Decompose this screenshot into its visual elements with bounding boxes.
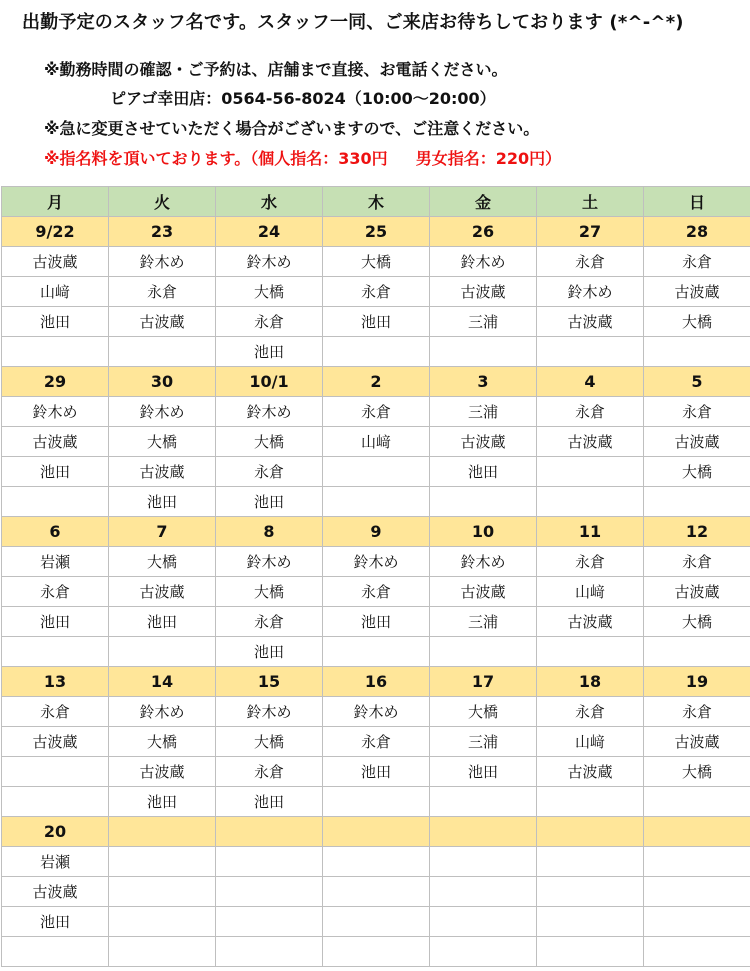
staff-cell [537,787,644,817]
staff-row [2,397,750,427]
staff-cell: 池田 [109,787,216,817]
staff-cell: 池田 [109,607,216,637]
date-cell: 11 [537,517,644,547]
date-cell: 14 [109,667,216,697]
staff-cell: 三浦 [430,397,537,427]
staff-cell [430,907,537,937]
weekday-cell: 日 [644,187,750,217]
staff-cell: 大橋 [644,607,750,637]
date-cell: 5 [644,367,750,397]
staff-row [2,337,750,367]
date-cell: 4 [537,367,644,397]
nomination-fee-individual: ※指名料を頂いております。（個人指名：330円 [44,149,388,168]
staff-cell: 大橋 [109,547,216,577]
weekday-cell: 月 [2,187,109,217]
staff-cell: 古波蔵 [430,427,537,457]
staff-cell [644,637,750,667]
staff-cell: 池田 [430,757,537,787]
staff-cell: 鈴木め [216,697,323,727]
staff-row [2,307,750,337]
staff-cell [537,847,644,877]
staff-cell [109,907,216,937]
staff-cell: 永倉 [323,277,430,307]
staff-cell: 大橋 [109,427,216,457]
date-cell: 7 [109,517,216,547]
staff-cell: 永倉 [537,547,644,577]
staff-cell [537,457,644,487]
staff-cell: 古波蔵 [109,307,216,337]
staff-cell [323,937,430,967]
staff-cell [323,637,430,667]
staff-cell: 古波蔵 [109,457,216,487]
staff-cell [430,637,537,667]
staff-cell: 古波蔵 [537,607,644,637]
staff-cell [2,337,109,367]
staff-cell: 大橋 [644,457,750,487]
staff-row [2,847,750,877]
staff-row [2,757,750,787]
date-cell: 15 [216,667,323,697]
staff-cell: 池田 [2,457,109,487]
date-cell: 29 [2,367,109,397]
staff-cell [323,907,430,937]
staff-cell: 古波蔵 [537,427,644,457]
staff-cell: 永倉 [644,397,750,427]
date-cell: 26 [430,217,537,247]
staff-row [2,277,750,307]
staff-cell: 鈴木め [430,247,537,277]
nomination-fee-note [44,146,561,169]
staff-cell: 永倉 [323,577,430,607]
staff-row [2,907,750,937]
date-cell: 18 [537,667,644,697]
staff-cell: 鈴木め [537,277,644,307]
staff-cell: 古波蔵 [537,757,644,787]
staff-cell: 永倉 [109,277,216,307]
staff-cell: 池田 [216,337,323,367]
staff-row [2,607,750,637]
staff-cell: 大橋 [323,247,430,277]
staff-cell [644,787,750,817]
weekday-cell: 金 [430,187,537,217]
staff-cell [430,787,537,817]
date-cell: 19 [644,667,750,697]
date-cell: 28 [644,217,750,247]
staff-row [2,637,750,667]
date-cell: 12 [644,517,750,547]
staff-cell: 永倉 [216,457,323,487]
staff-cell [537,637,644,667]
staff-cell: 池田 [216,487,323,517]
date-cell [216,817,323,847]
staff-cell: 鈴木め [109,397,216,427]
date-cell: 16 [323,667,430,697]
staff-cell [644,847,750,877]
staff-cell [323,487,430,517]
staff-cell: 古波蔵 [109,757,216,787]
staff-cell [537,937,644,967]
staff-cell: 岩瀬 [2,847,109,877]
weekday-cell: 水 [216,187,323,217]
staff-cell [109,877,216,907]
staff-cell: 古波蔵 [430,577,537,607]
date-cell: 9/22 [2,217,109,247]
staff-cell [2,487,109,517]
staff-cell: 鈴木め [109,247,216,277]
staff-cell: 永倉 [644,697,750,727]
date-cell: 23 [109,217,216,247]
staff-cell: 古波蔵 [2,427,109,457]
weekday-header-row [2,187,750,217]
staff-cell [644,877,750,907]
staff-cell: 永倉 [2,577,109,607]
weekday-cell: 木 [323,187,430,217]
staff-cell: 大橋 [216,427,323,457]
date-cell [430,817,537,847]
staff-cell [109,937,216,967]
staff-cell: 池田 [323,307,430,337]
date-cell: 30 [109,367,216,397]
staff-cell [216,847,323,877]
date-cell [537,817,644,847]
staff-cell [2,757,109,787]
date-cell: 2 [323,367,430,397]
staff-cell: 池田 [323,757,430,787]
date-row [2,817,750,847]
staff-cell: 永倉 [537,697,644,727]
staff-cell: 古波蔵 [644,577,750,607]
staff-row [2,937,750,967]
staff-cell: 永倉 [644,547,750,577]
staff-row [2,787,750,817]
date-cell [644,817,750,847]
staff-cell: 池田 [216,787,323,817]
staff-cell: 鈴木め [216,397,323,427]
staff-cell: 三浦 [430,727,537,757]
staff-cell: 山﨑 [537,577,644,607]
staff-cell [430,487,537,517]
staff-cell: 永倉 [323,727,430,757]
staff-cell [644,487,750,517]
staff-cell: 岩瀬 [2,547,109,577]
staff-cell: 池田 [2,907,109,937]
staff-row [2,457,750,487]
staff-cell: 池田 [2,607,109,637]
staff-cell: 鈴木め [2,397,109,427]
staff-cell [644,337,750,367]
staff-cell: 池田 [109,487,216,517]
staff-cell [109,337,216,367]
staff-cell: 山﨑 [323,427,430,457]
staff-cell [537,487,644,517]
staff-cell [109,637,216,667]
staff-cell: 永倉 [216,757,323,787]
staff-cell: 大橋 [644,757,750,787]
staff-cell: 鈴木め [430,547,537,577]
date-cell: 13 [2,667,109,697]
staff-cell [109,847,216,877]
staff-cell [644,907,750,937]
staff-cell: 古波蔵 [644,727,750,757]
staff-cell [2,787,109,817]
staff-cell: 鈴木め [109,697,216,727]
staff-cell: 鈴木め [216,247,323,277]
date-row [2,367,750,397]
staff-cell: 大橋 [216,277,323,307]
staff-row [2,247,750,277]
date-cell [109,817,216,847]
staff-row [2,577,750,607]
weekday-cell: 火 [109,187,216,217]
date-cell: 27 [537,217,644,247]
staff-cell: 大橋 [216,577,323,607]
staff-cell: 古波蔵 [430,277,537,307]
staff-row [2,547,750,577]
staff-row [2,697,750,727]
page-title: 出勤予定のスタッフ名です。スタッフ一同、ご来店お待ちしております (*^-^*) [22,12,684,33]
staff-cell: 池田 [323,607,430,637]
staff-cell [537,907,644,937]
staff-cell [644,937,750,967]
schedule-header [0,0,750,186]
date-cell: 9 [323,517,430,547]
staff-cell: 古波蔵 [644,277,750,307]
staff-cell: 大橋 [644,307,750,337]
reservation-note: ※勤務時間の確認・ご予約は、店舗まで直接、お電話ください。 [44,60,508,79]
staff-row [2,727,750,757]
change-notice: ※急に変更させていただく場合がございますので、ご注意ください。 [44,119,540,138]
date-row [2,517,750,547]
staff-cell [2,637,109,667]
staff-cell [323,847,430,877]
staff-cell: 古波蔵 [2,247,109,277]
staff-cell: 鈴木め [216,547,323,577]
date-cell: 25 [323,217,430,247]
date-cell [323,817,430,847]
date-row [2,667,750,697]
date-cell: 6 [2,517,109,547]
staff-cell: 大橋 [109,727,216,757]
date-cell: 17 [430,667,537,697]
staff-cell: 永倉 [216,607,323,637]
date-cell: 10 [430,517,537,547]
staff-cell [537,877,644,907]
staff-cell: 大橋 [216,727,323,757]
staff-cell: 池田 [430,457,537,487]
staff-cell [2,937,109,967]
staff-cell: 古波蔵 [109,577,216,607]
nomination-fee-pair: 男女指名：220円） [415,149,562,168]
staff-cell [430,847,537,877]
staff-cell: 永倉 [216,307,323,337]
staff-cell: 永倉 [537,247,644,277]
staff-cell [430,877,537,907]
staff-cell [323,877,430,907]
staff-row [2,877,750,907]
staff-cell: 大橋 [430,697,537,727]
staff-cell: 永倉 [537,397,644,427]
date-cell: 24 [216,217,323,247]
staff-cell: 古波蔵 [537,307,644,337]
date-cell: 20 [2,817,109,847]
staff-cell: 池田 [2,307,109,337]
staff-cell [216,877,323,907]
staff-cell: 古波蔵 [2,877,109,907]
staff-cell: 三浦 [430,307,537,337]
staff-cell [323,787,430,817]
staff-cell: 古波蔵 [644,427,750,457]
staff-row [2,427,750,457]
staff-cell [323,337,430,367]
staff-cell: 永倉 [2,697,109,727]
date-cell: 3 [430,367,537,397]
staff-cell: 永倉 [644,247,750,277]
staff-cell: 鈴木め [323,547,430,577]
staff-cell: 鈴木め [323,697,430,727]
date-cell: 8 [216,517,323,547]
date-cell: 10/1 [216,367,323,397]
staff-cell [430,937,537,967]
staff-cell: 古波蔵 [2,727,109,757]
staff-cell: 池田 [216,637,323,667]
staff-cell [537,337,644,367]
staff-cell: 永倉 [323,397,430,427]
date-row [2,217,750,247]
staff-cell [430,337,537,367]
staff-schedule-table [1,186,750,967]
weekday-cell: 土 [537,187,644,217]
staff-cell [323,457,430,487]
staff-cell [216,907,323,937]
staff-cell: 三浦 [430,607,537,637]
staff-cell [216,937,323,967]
store-phone: ピアゴ幸田店：0564-56-8024（10:00〜20:00） [110,89,496,108]
staff-row [2,487,750,517]
staff-cell: 山﨑 [2,277,109,307]
staff-cell: 山﨑 [537,727,644,757]
